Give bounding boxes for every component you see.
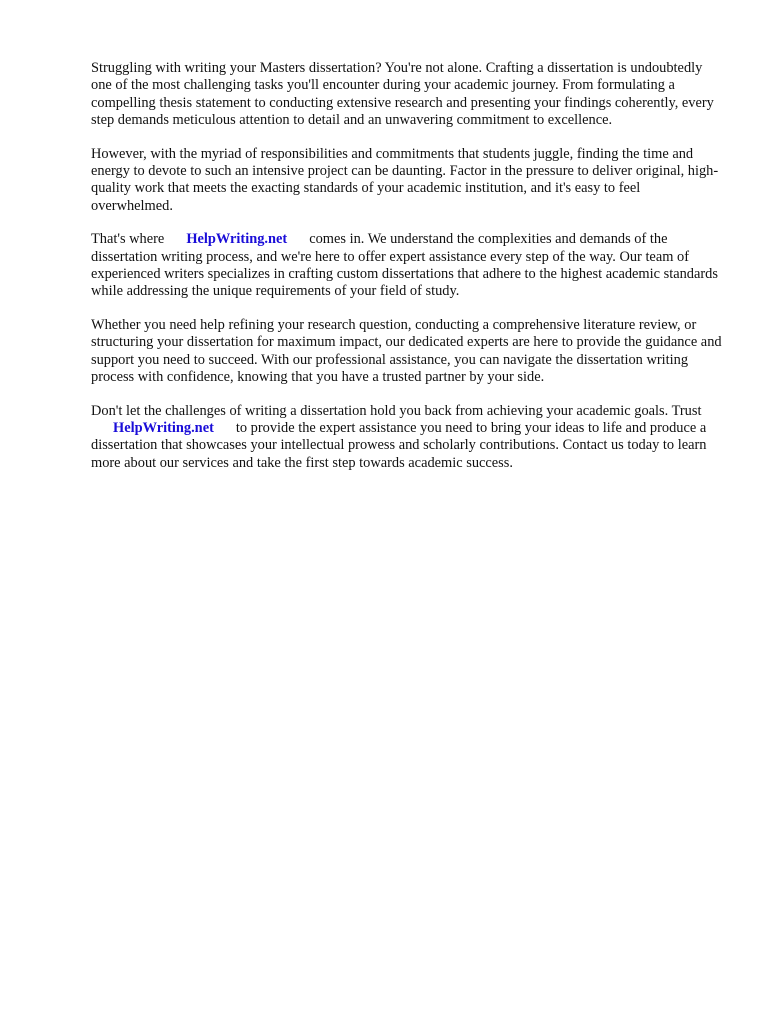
paragraph-call-to-action	[91, 403, 723, 473]
paragraph-call-to-action-lead: Don't let the challenges of writing a dissertation hold you back from achieving your academic goals. Trust	[91, 402, 702, 419]
paragraph-intro: Struggling with writing your Masters dissertation? You're not alone. Crafting a dissertation is undoubtedly one of the most challenging tasks you'll encounter during your academic journey. From formulating a compelling thesis statement to conducting extensive research and presenting your findings coherently, every step demands meticulous attention to detail and an unwavering commitment to excellence.	[91, 60, 714, 129]
paragraph-expertise: Whether you need help refining your research question, conducting a comprehensive literature review, or structuring your dissertation for maximum impact, our dedicated experts are here to provide the guidance and support you need to succeed. With our professional assistance, you can navigate the dissertation writing process with confidence, knowing that you have a trusted partner by your side.	[91, 316, 722, 386]
paragraph-service-intro-lead: That's where	[91, 231, 165, 248]
paragraph-service-intro	[91, 231, 723, 301]
document-body	[91, 60, 723, 488]
helpwriting-link[interactable]: HelpWriting.net	[186, 231, 288, 248]
paragraph-service-intro-rest: comes in. We understand the complexities and demands of the dissertation writing process, and we're here to offer expert assistance every step of the way. Our team of experienced writers specializes in crafting custom dissertations that adhere to the highest academic standards while addressing the unique requirements of your field of study.	[91, 231, 718, 300]
paragraph-challenges: However, with the myriad of responsibilities and commitments that students juggle, finding the time and energy to devote to such an intensive project can be daunting. Factor in the pressure to deliver original, high-quality work that meets the exacting standards of your academic institution, and it's easy to feel overwhelmed.	[91, 145, 719, 214]
helpwriting-link-2[interactable]: HelpWriting.net	[113, 419, 214, 436]
paragraph-call-to-action-rest: to provide the expert assistance you need to bring your ideas to life and produce a dissertation that showcases your intellectual prowess and scholarly contributions. Contact us today to learn more about our services and take the first step towards academic success.	[91, 419, 707, 471]
